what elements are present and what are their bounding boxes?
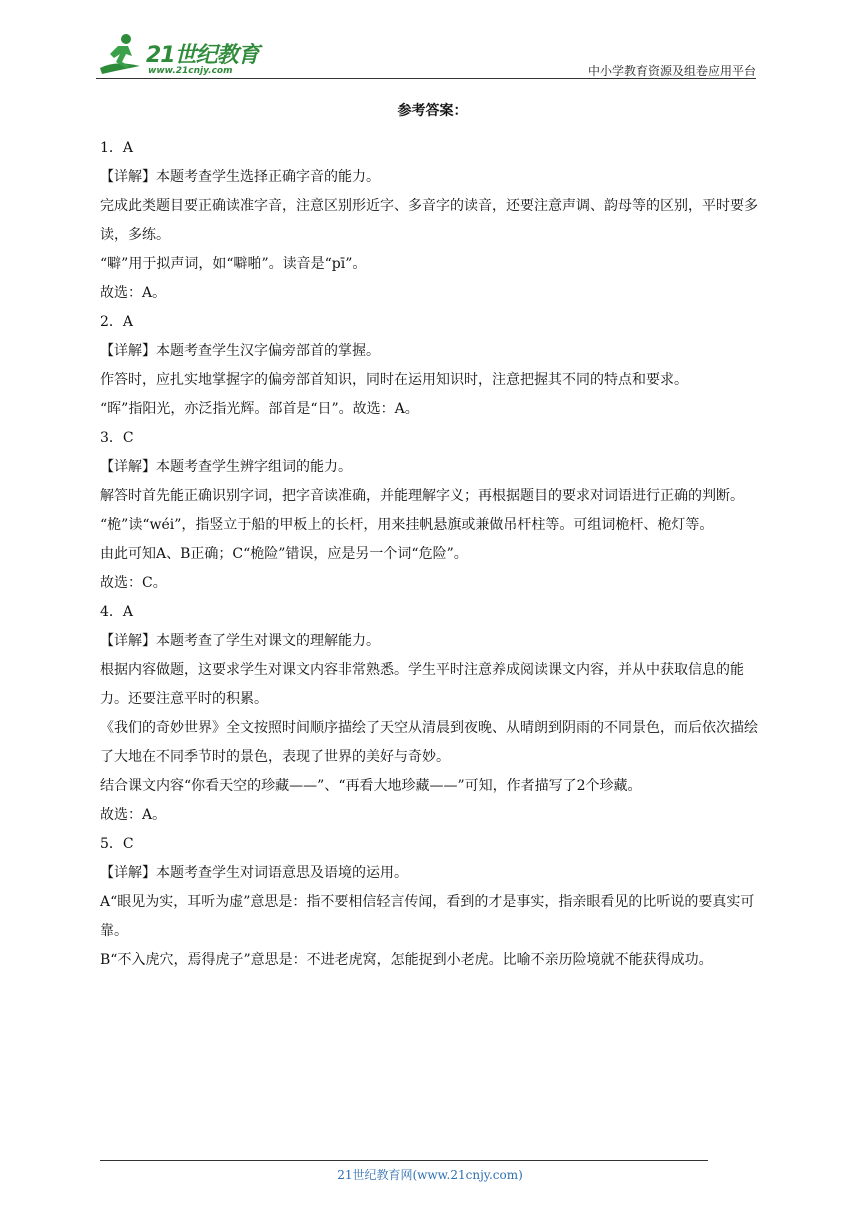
text-line: 1．A <box>100 140 134 156</box>
platform-name: 中小学教育资源及组卷应用平台 <box>587 64 756 78</box>
text-line: 《我们的奇妙世界》全文按照时间顺序描绘了天空从清晨到夜晚、从晴朗到阴雨的不同景色，而后依次描绘了大地在不同季节时的景色，表现了世界的美好与奇妙。 <box>100 720 758 765</box>
text-line: 4．A <box>100 604 134 620</box>
text-line: 结合课文内容“你看天空的珍藏——”、“再看大地珍藏——”可知，作者描写了2个珍藏。 <box>100 778 642 794</box>
text-line: 【详解】本题考查了学生对课文的理解能力。 <box>100 633 380 649</box>
text-line: 完成此类题目要正确读准字音，注意区别形近字、多音字的读音，还要注意声调、韵母等的区别，平时要多读，多练。 <box>100 198 758 243</box>
text-line: B“不入虎穴，焉得虎子”意思是：不进老虎窝，怎能捉到小老虎。比喻不亲历险境就不能获得成功。 <box>100 952 713 968</box>
text-line: 【详解】本题考查学生汉字偏旁部首的掌握。 <box>100 343 380 359</box>
logo-text: 21世纪教育 <box>146 43 259 68</box>
page-header <box>96 30 756 80</box>
text-line: 由此可知A、B正确；C“桅险”错误，应是另一个词“危险”。 <box>100 546 468 562</box>
text-line: 【详解】本题考查学生辨字组词的能力。 <box>100 459 352 475</box>
text-line: 故选：C。 <box>100 575 167 591</box>
text-line: A“眼见为实，耳听为虚”意思是：指不要相信轻言传闻，看到的才是事实，指亲眼看见的比听说的要真实可靠。 <box>100 894 755 939</box>
logo <box>96 30 266 80</box>
text-line: 【详解】本题考查学生选择正确字音的能力。 <box>100 169 380 185</box>
page-title: 参考答案： <box>397 103 468 119</box>
answer-content <box>100 100 765 975</box>
text-line: “噼”用于拟声词，如“噼啪”。读音是“pī”。 <box>100 256 367 272</box>
text-line: 故选：A。 <box>100 807 167 823</box>
text-line: 2．A <box>100 314 134 330</box>
text-line: “晖”指阳光，亦泛指光辉。部首是“日”。故选：A。 <box>100 401 419 417</box>
runner-logo-icon <box>96 30 146 80</box>
text-line: 故选：A。 <box>100 285 167 301</box>
page-footer: 21世纪教育网(www.21cnjy.com) <box>337 1168 523 1182</box>
text-line: 【详解】本题考查学生对词语意思及语境的运用。 <box>100 865 408 881</box>
text-line: “桅”读“wéi”，指竖立于船的甲板上的长杆，用来挂帆悬旗或兼做吊杆柱等。可组词桅杆、桅灯等。 <box>100 517 714 533</box>
header-divider <box>96 78 756 79</box>
text-line: 作答时，应扎实地掌握字的偏旁部首知识，同时在运用知识时，注意把握其不同的特点和要求。 <box>100 372 688 388</box>
text-line: 5．C <box>100 836 134 852</box>
text-line: 解答时首先能正确识别字词，把字音读准确，并能理解字义；再根据题目的要求对词语进行正确的判断。 <box>100 488 744 504</box>
text-line: 3．C <box>100 430 134 446</box>
footer-divider <box>100 1160 708 1161</box>
logo-url: www.21cnjy.com <box>148 66 233 76</box>
text-line: 根据内容做题，这要求学生对课文内容非常熟悉。学生平时注意养成阅读课文内容，并从中获取信息的能力。还要注意平时的积累。 <box>100 662 744 707</box>
